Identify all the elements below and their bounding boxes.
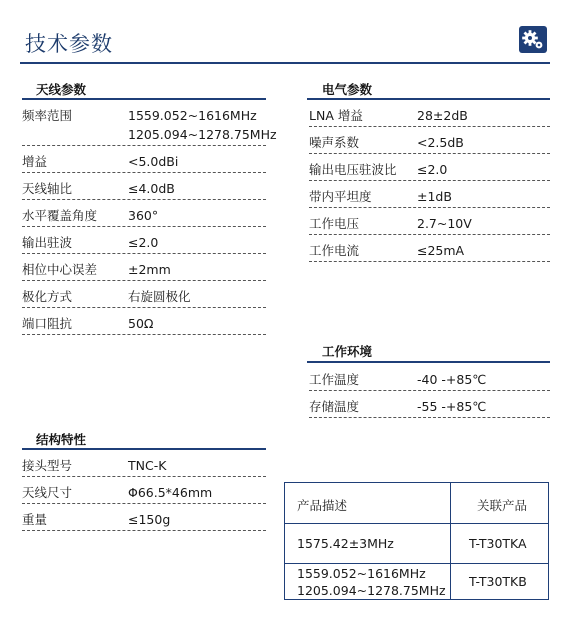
param-label: 频率范围	[22, 108, 73, 123]
param-label: LNA 增益	[309, 108, 363, 123]
param-value: 28±2dB	[417, 108, 468, 123]
row-divider	[22, 530, 266, 531]
param-value: ≤2.0	[417, 162, 448, 177]
row-divider	[22, 226, 266, 227]
param-value: 360°	[128, 208, 159, 223]
param-label: 存储温度	[309, 399, 360, 414]
title-rule	[20, 62, 550, 64]
param-label: 重量	[22, 512, 48, 527]
table-cell-desc: 1575.42±3MHz	[297, 536, 394, 551]
row-divider	[309, 390, 550, 391]
section-heading-electrical: 电气参数	[322, 82, 373, 97]
param-label: 接头型号	[22, 458, 73, 473]
param-value: ≤4.0dB	[128, 181, 175, 196]
row-divider	[309, 234, 550, 235]
section-rule-electrical	[307, 98, 550, 100]
param-value: ≤150g	[128, 512, 171, 527]
section-heading-antenna: 天线参数	[36, 82, 87, 97]
param-label: 相位中心误差	[22, 262, 98, 277]
param-value: TNC-K	[128, 458, 167, 473]
section-heading-structure: 结构特性	[36, 432, 87, 447]
row-divider	[309, 417, 550, 418]
param-label: 极化方式	[22, 289, 73, 304]
param-label: 输出驻波	[22, 235, 73, 250]
param-value: 1559.052~1616MHz	[128, 108, 257, 123]
table-cell-desc: 1205.094~1278.75MHz	[297, 583, 446, 598]
row-divider	[309, 126, 550, 127]
row-divider	[309, 261, 550, 262]
param-value: <2.5dB	[417, 135, 464, 150]
product-table	[284, 482, 549, 600]
param-label: 带内平坦度	[309, 189, 372, 204]
param-value: <5.0dBi	[128, 154, 179, 169]
param-value: ≤25mA	[417, 243, 465, 258]
param-value: ±1dB	[417, 189, 452, 204]
row-divider	[22, 199, 266, 200]
param-label: 水平覆盖角度	[22, 208, 98, 223]
row-divider	[309, 153, 550, 154]
param-label: 工作电流	[309, 243, 360, 258]
row-divider	[309, 207, 550, 208]
page-title: 技术参数	[25, 32, 113, 56]
settings-button[interactable]	[519, 26, 547, 53]
row-divider	[22, 172, 266, 173]
section-heading-environment: 工作环境	[322, 344, 373, 359]
row-divider	[22, 334, 266, 335]
param-value: 50Ω	[128, 316, 154, 331]
param-label: 噪声系数	[309, 135, 360, 150]
param-value: Φ66.5*46mm	[128, 485, 213, 500]
row-divider	[309, 180, 550, 181]
table-cell-desc: 1559.052~1616MHz	[297, 566, 426, 581]
param-value: 右旋圆极化	[128, 289, 191, 304]
table-header-model: 关联产品	[477, 498, 528, 513]
section-rule-environment	[307, 361, 550, 363]
table-header-desc: 产品描述	[297, 498, 348, 513]
row-divider	[22, 280, 266, 281]
param-value: 2.7~10V	[417, 216, 472, 231]
param-label: 增益	[22, 154, 48, 169]
param-label: 工作电压	[309, 216, 360, 231]
table-cell-model: T-T30TKB	[469, 574, 527, 589]
section-rule-antenna	[22, 98, 266, 100]
row-divider	[22, 253, 266, 254]
param-label: 输出电压驻波比	[309, 162, 397, 177]
table-cell-model: T-T30TKA	[469, 536, 527, 551]
param-value: ≤2.0	[128, 235, 159, 250]
param-label: 工作温度	[309, 372, 360, 387]
row-divider	[22, 503, 266, 504]
param-value: ±2mm	[128, 262, 171, 277]
row-divider	[22, 307, 266, 308]
row-divider	[22, 145, 266, 146]
row-divider	[22, 476, 266, 477]
param-value: -40 -+85℃	[417, 372, 487, 387]
param-value: 1205.094~1278.75MHz	[128, 127, 277, 142]
gear-icon	[519, 26, 547, 53]
section-rule-structure	[22, 448, 266, 450]
param-label: 天线轴比	[22, 181, 73, 196]
param-label: 天线尺寸	[22, 485, 73, 500]
param-label: 端口阻抗	[22, 316, 73, 331]
param-value: -55 -+85℃	[417, 399, 487, 414]
